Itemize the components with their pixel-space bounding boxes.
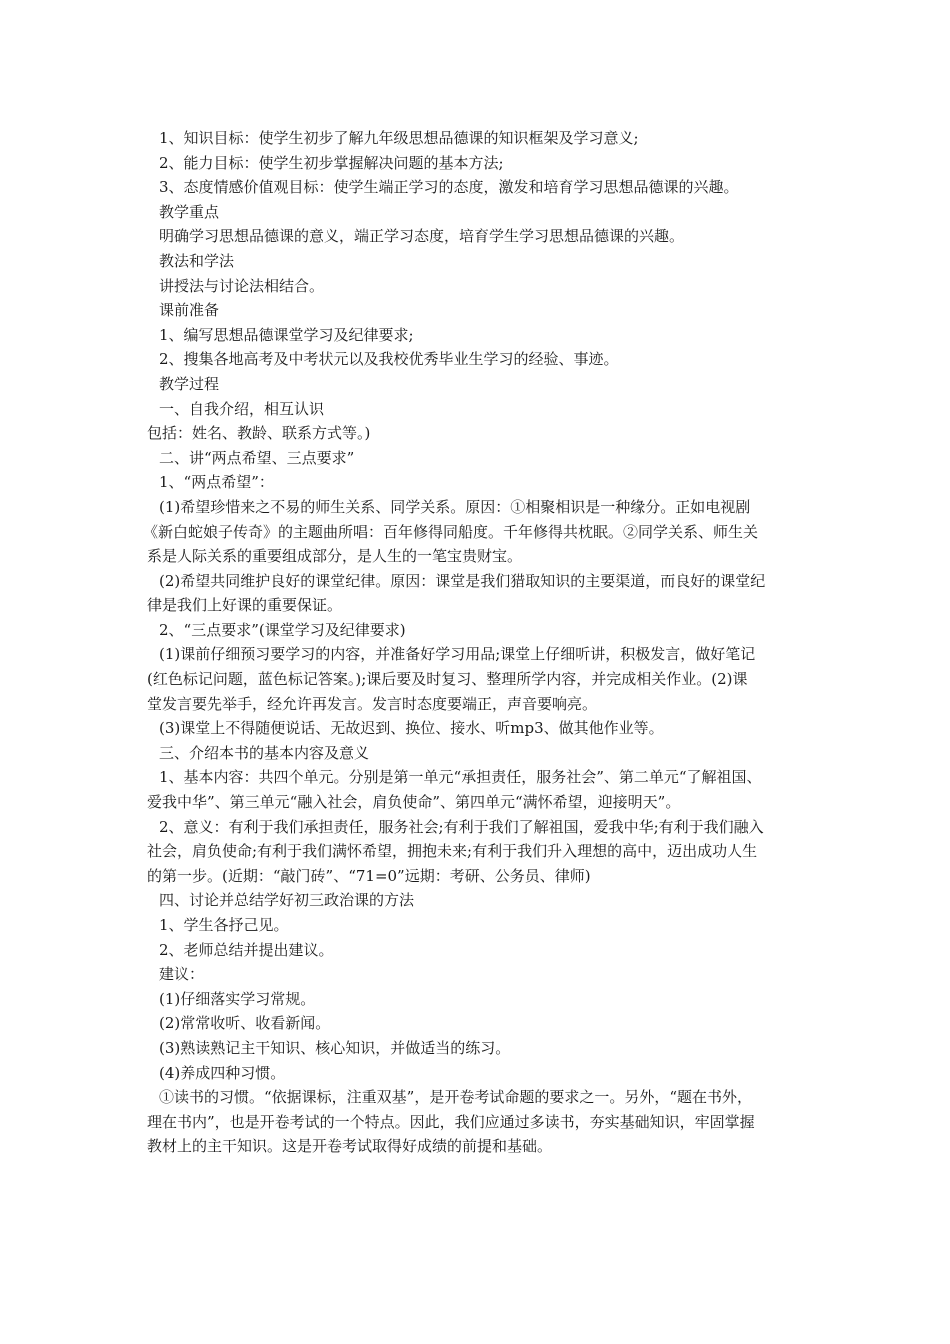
text-line: 1、“两点希望”：	[159, 473, 274, 492]
text-line: (2)希望共同维护良好的课堂纪律。原因：课堂是我们猎取知识的主要渠道，而良好的课堂纪	[159, 571, 766, 590]
text-line: 1、知识目标：使学生初步了解九年级思想品德课的知识框架及学习意义;	[159, 129, 639, 147]
text-line: (1)仔细落实学习常规。	[159, 989, 316, 1008]
text-line: 讲授法与讨论法相结合。	[159, 276, 325, 295]
text-line: (2)常常收听、收看新闻。	[159, 1014, 331, 1033]
text-line: 律是我们上好课的重要保证。	[147, 596, 343, 615]
section-heading: 教法和学法	[159, 251, 235, 270]
text-line: (3)课堂上不得随便说话、无故迟到、换位、接水、听mp3、做其他作业等。	[159, 719, 664, 738]
text-line: 社会，肩负使命;有利于我们满怀希望，拥抱未来;有利于我们升入理想的高中，迈出成功人生	[147, 842, 758, 861]
text-line: 1、编写思想品德课堂学习及纪律要求;	[159, 325, 414, 344]
text-line: 明确学习思想品德课的意义，端正学习态度，培育学生学习思想品德课的兴趣。	[159, 227, 685, 246]
text-line: 三、介绍本书的基本内容及意义	[159, 743, 370, 762]
text-line: (3)熟读熟记主干知识、核心知识，并做适当的练习。	[159, 1038, 511, 1057]
section-heading: 教学过程	[159, 374, 220, 393]
text-line: (1)希望珍惜来之不易的师生关系、同学关系。原因：①相聚相识是一种缘分。正如电视剧	[159, 497, 751, 516]
text-line: 系是人际关系的重要组成部分，是人生的一笔宝贵财宝。	[147, 547, 523, 566]
text-line: (1)课前仔细预习要学习的内容，并准备好学习用品;课堂上仔细听讲，积极发言，做好笔记	[159, 645, 756, 664]
text-line: 2、搜集各地高考及中考状元以及我校优秀毕业生学习的经验、事迹。	[159, 350, 619, 369]
text-line: 2、“三点要求”(课堂学习及纪律要求)	[159, 620, 406, 639]
text-line: 3、态度情感价值观目标：使学生端正学习的态度，激发和培育学习思想品德课的兴趣。	[159, 178, 739, 197]
text-line: (4)养成四种习惯。	[159, 1063, 286, 1082]
text-line: 2、意义：有利于我们承担责任，服务社会;有利于我们了解祖国，爱我中华;有利于我们融入	[159, 817, 764, 836]
text-line: ①读书的习惯。“依据课标，注重双基”，是开卷考试命题的要求之一。另外，“题在书外，	[159, 1088, 753, 1107]
text-line: 堂发言要先举手，经允许再发言。发言时态度要端正，声音要响亮。	[147, 694, 598, 713]
text-line: 爱我中华”、第三单元“融入社会，肩负使命”、第四单元“满怀希望，迎接明天”。	[147, 793, 681, 812]
text-line: 理在书内”，也是开卷考试的一个特点。因此，我们应通过多读书，夯实基础知识，牢固掌握	[147, 1112, 755, 1131]
text-line: 2、能力目标：使学生初步掌握解决问题的基本方法;	[159, 153, 504, 172]
text-line: 四、讨论并总结学好初三政治课的方法	[159, 891, 415, 910]
text-line: 二、讲“两点希望、三点要求”	[159, 448, 355, 467]
document-body	[143, 126, 833, 1159]
section-heading: 教学重点	[159, 202, 220, 221]
text-line: 2、老师总结并提出建议。	[159, 940, 334, 959]
text-line: 包括：姓名、教龄、联系方式等。)	[147, 424, 371, 443]
text-line: 1、基本内容：共四个单元。分别是第一单元“承担责任，服务社会”、第二单元“了解祖国、	[159, 768, 762, 787]
text-line: 建议：	[159, 965, 205, 984]
text-line: 《新白蛇娘子传奇》的主题曲所唱：百年修得同船度。千年修得共枕眠。②同学关系、师生关	[143, 522, 759, 541]
text-line: 1、学生各抒己见。	[159, 916, 289, 934]
text-line: 一、自我介绍，相互认识	[159, 399, 325, 418]
text-line: 的第一步。(近期：“敲门砖”、“71=0”远期：考研、公务员、律师)	[147, 866, 591, 885]
text-line: 教材上的主干知识。这是开卷考试取得好成绩的前提和基础。	[147, 1137, 553, 1156]
section-heading: 课前准备	[159, 301, 220, 320]
text-line: (红色标记问题，蓝色标记答案。);课后要及时复习、整理所学内容，并完成相关作业。(2)课	[147, 670, 748, 689]
